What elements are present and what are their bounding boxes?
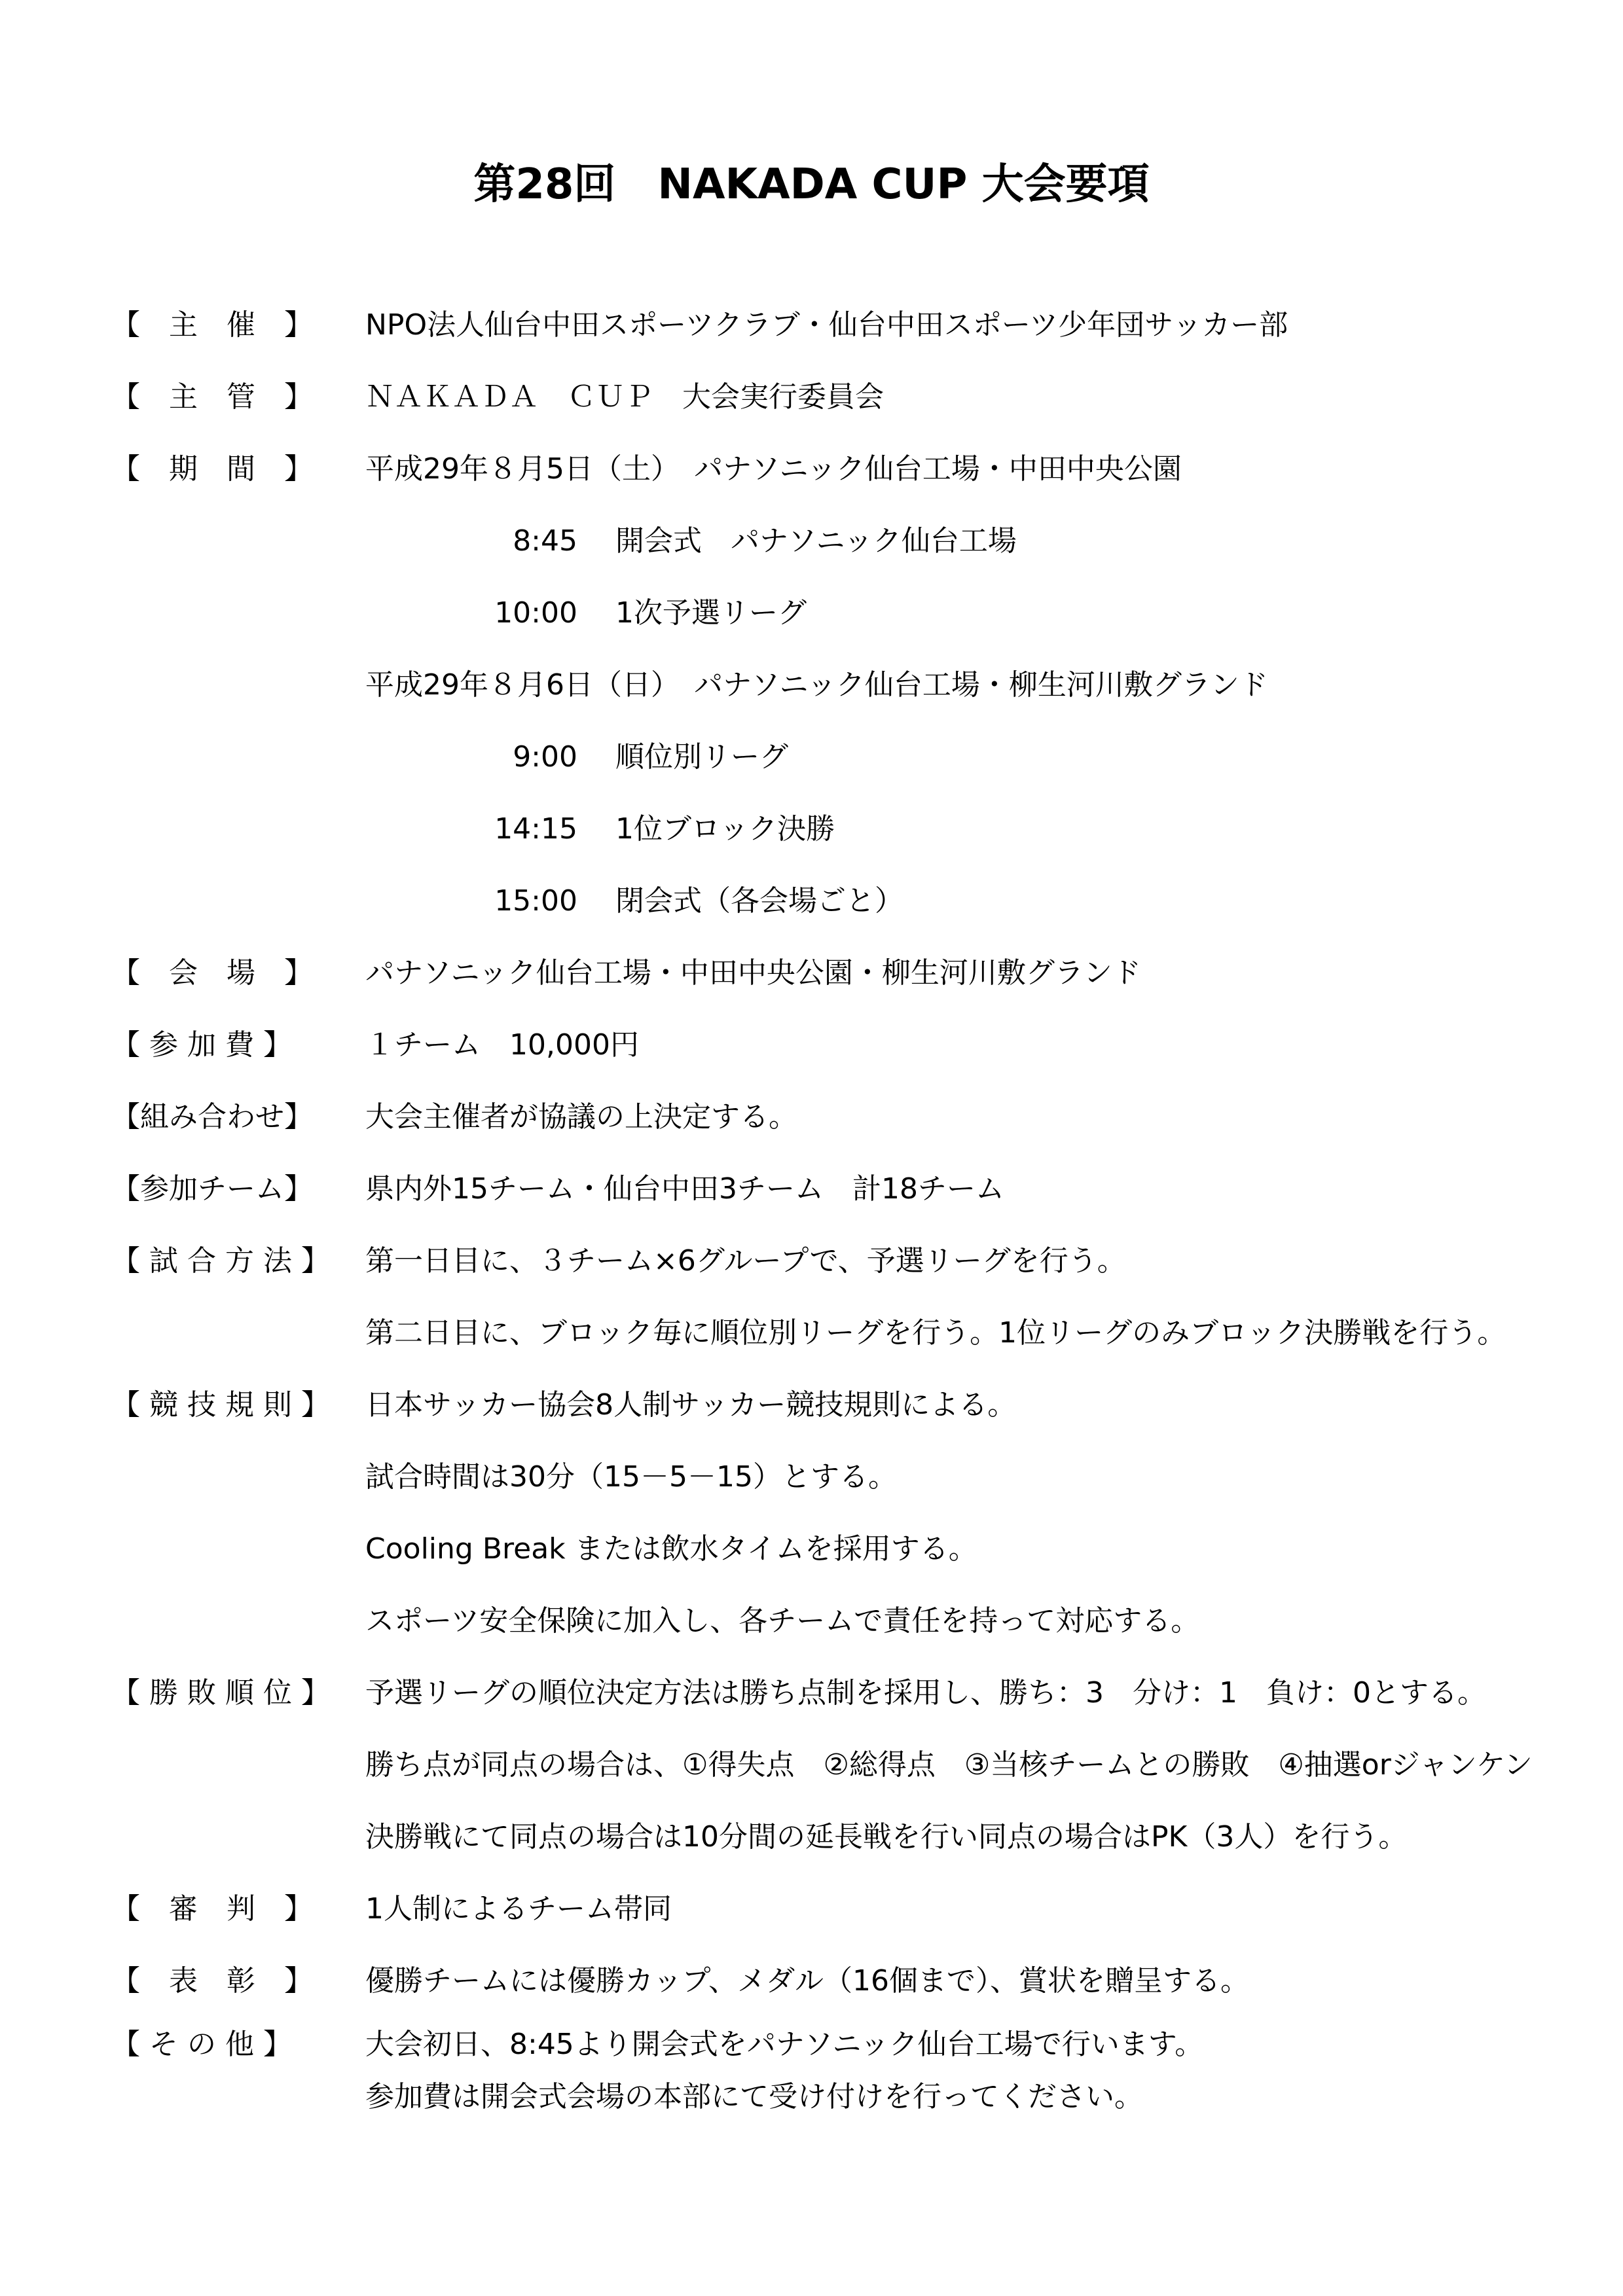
section-other [0,2018,1623,2071]
section-value: 優勝チームには優勝カップ、メダル（16個まで）、賞状を贈呈する。 [365,1964,1250,1998]
section-label: 【参加チーム】 [111,1172,313,1206]
section-label: 【 主 催 】 [111,308,313,342]
section-rules [0,1379,1623,1431]
schedule-time: 9:00 [513,740,577,774]
section-period [0,443,1623,495]
section-value: NPO法人仙台中田スポーツクラブ・仙台中田スポーツ少年団サッカー部 [365,308,1288,342]
section-label: 【 試 合 方 法 】 [111,1244,330,1278]
schedule-item [0,587,1623,639]
period-day2 [0,659,1623,711]
section-rules-cont [0,1523,1623,1575]
section-value: 1人制によるチーム帯同 [365,1892,672,1926]
schedule-time: 14:15 [494,812,577,846]
section-label: 【 期 間 】 [111,452,313,486]
section-format [0,1235,1623,1287]
section-line: スポーツ安全保険に加入し、各チームで責任を持って対応する。 [365,1604,1200,1638]
schedule-time: 15:00 [494,884,577,918]
section-referee [0,1883,1623,1935]
section-label: 【 会 場 】 [111,956,313,990]
section-ranking-cont [0,1811,1623,1863]
schedule-event: 1次予選リーグ [615,596,807,630]
schedule-item [0,875,1623,927]
section-award [0,1955,1623,2007]
section-label: 【 競 技 規 則 】 [111,1388,330,1422]
section-line: 勝ち点が同点の場合は、①得失点 ②総得点 ③当核チームとの勝敗 ④抽選orジャンケン [365,1748,1533,1782]
section-value: ＮＡＫＡＤＡ ＣＵＰ 大会実行委員会 [365,380,884,414]
section-format-cont [0,1307,1623,1359]
period-day2-date: 平成29年８月6日（日） パナソニック仙台工場・柳生河川敷グランド [365,668,1268,702]
schedule-item [0,803,1623,855]
section-line: 試合時間は30分（15－5－15）とする。 [365,1460,897,1494]
section-line: 参加費は開会式会場の本部にて受け付けを行ってください。 [365,2080,1143,2113]
section-fee [0,1019,1623,1071]
section-value: 大会主催者が協議の上決定する。 [365,1100,797,1134]
section-other-cont [0,2071,1623,2123]
section-ranking-cont [0,1739,1623,1791]
schedule-time: 8:45 [513,524,577,558]
section-rules-cont [0,1451,1623,1503]
schedule-time: 10:00 [494,596,577,630]
section-line: 予選リーグの順位決定方法は勝ち点制を採用し、勝ち：3 分け：1 負け：0とする。 [365,1676,1486,1710]
schedule-item [0,731,1623,783]
period-day1-date: 平成29年８月5日（土） パナソニック仙台工場・中田中央公園 [365,452,1182,486]
section-label: 【組み合わせ】 [111,1100,313,1134]
section-label: 【 主 管 】 [111,380,313,414]
section-line: 第一日目に、３チーム×6グループで、予選リーグを行う。 [365,1244,1126,1278]
section-organizer [0,299,1623,351]
section-rules-cont [0,1595,1623,1647]
document-title: 第28回 NAKADA CUP 大会要項 [473,160,1150,209]
section-line: 第二日目に、ブロック毎に順位別リーグを行う。1位リーグのみブロック決勝戦を行う。 [365,1316,1506,1350]
section-label: 【 表 彰 】 [111,1964,313,1998]
section-value: パナソニック仙台工場・中田中央公園・柳生河川敷グランド [365,956,1141,990]
section-management [0,371,1623,423]
section-ranking [0,1667,1623,1719]
schedule-event: 順位別リーグ [615,740,788,774]
section-value: １チーム 10,000円 [365,1028,639,1062]
section-line: Cooling Break または飲水タイムを採用する。 [365,1532,977,1566]
section-line: 決勝戦にて同点の場合は10分間の延長戦を行い同点の場合はPK（3人）を行う。 [365,1820,1408,1854]
section-label: 【 そ の 他 】 [111,2028,292,2061]
section-label: 【 審 判 】 [111,1892,313,1926]
section-label: 【 参 加 費 】 [111,1028,292,1062]
section-teams [0,1163,1623,1215]
section-matchup [0,1091,1623,1143]
section-line: 大会初日、8:45より開会式をパナソニック仙台工場で行います。 [365,2028,1204,2061]
schedule-event: 1位ブロック決勝 [615,812,835,846]
section-value: 県内外15チーム・仙台中田3チーム 計18チーム [365,1172,1004,1206]
schedule-event: 閉会式（各会場ごと） [615,884,903,918]
section-venue [0,947,1623,999]
section-label: 【 勝 敗 順 位 】 [111,1676,330,1710]
section-line: 日本サッカー協会8人制サッカー競技規則による。 [365,1388,1017,1422]
schedule-event: 開会式 パナソニック仙台工場 [615,524,1017,558]
schedule-item [0,515,1623,567]
